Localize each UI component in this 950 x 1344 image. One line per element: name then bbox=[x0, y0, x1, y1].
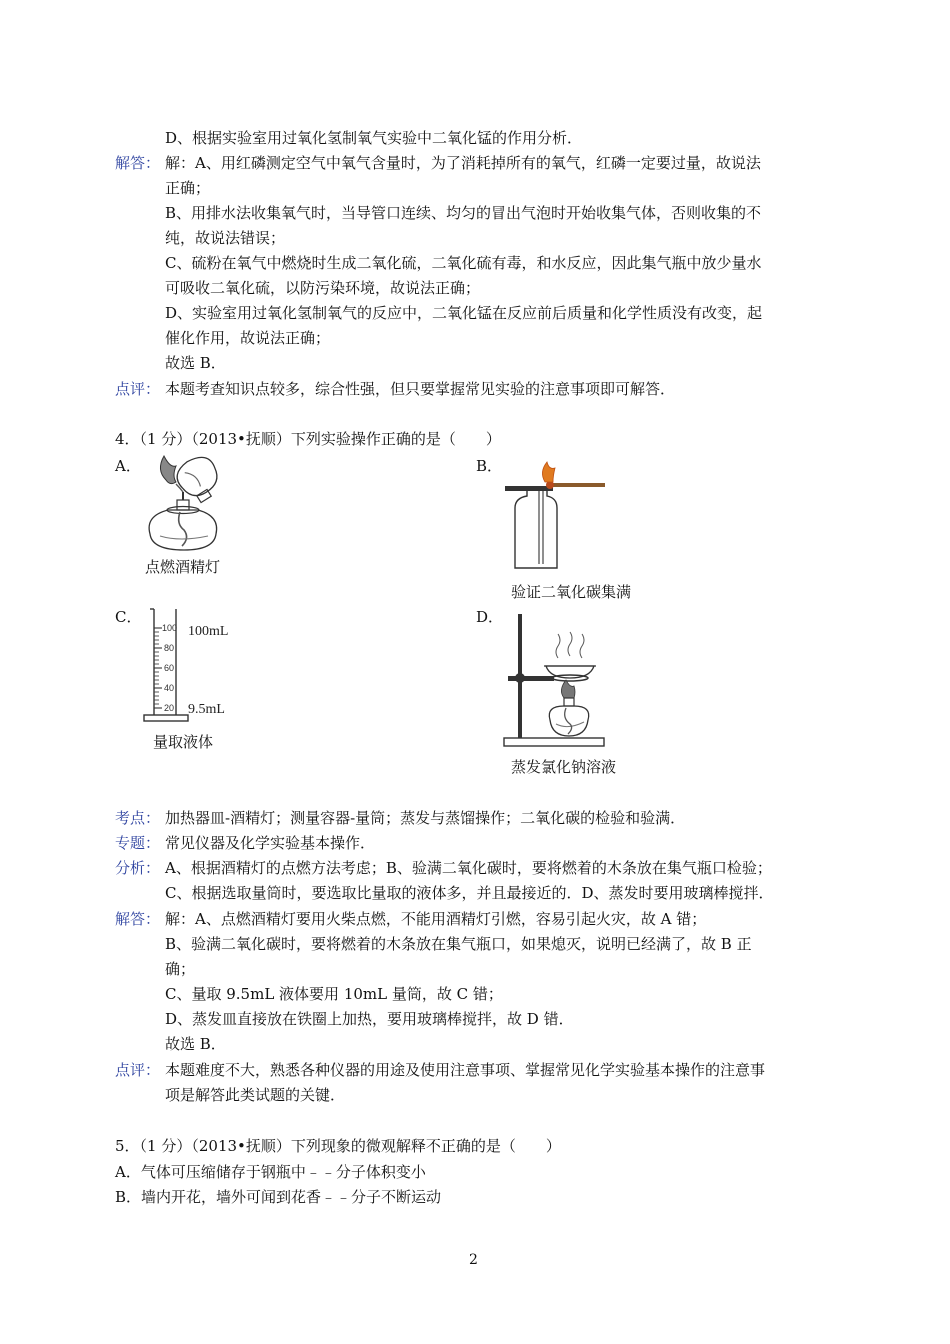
q3-answer-line: C、硫粉在氧气中燃烧时生成二氧化硫，二氧化硫有毒，和水反应，因此集气瓶中放少量水 bbox=[165, 254, 762, 272]
q4-answer-line: D、蒸发皿直接放在铁圈上加热，要用玻璃棒搅拌，故 D 错． bbox=[165, 1010, 574, 1028]
q3-answer-line: D、实验室用过氧化氢制氧气的反应中，二氧化锰在反应前后质量和化学性质没有改变，起 bbox=[165, 304, 763, 322]
alcohol-lamp-figure bbox=[140, 452, 235, 554]
q4-fenxi-line: A、根据酒精灯的点燃方法考虑；B、验满二氧化碳时，要将燃着的木条放在集气瓶口检验； bbox=[165, 859, 772, 877]
q4-zhuanti-label: 专题： bbox=[115, 834, 161, 852]
q3-answer-line: 可吸收二氧化硫，以防污染环境，故说法正确； bbox=[165, 279, 481, 297]
q4-stem: 4．（1 分）（2013•抚顺）下列实验操作正确的是（ ） bbox=[115, 430, 501, 448]
q4-comment-line: 本题难度不大，熟悉各种仪器的用途及使用注意事项、掌握常见化学实验基本操作的注意事 bbox=[165, 1061, 766, 1079]
q4-option-a-caption: 点燃酒精灯 bbox=[145, 558, 221, 576]
cylinder-tick-label: 80 bbox=[164, 643, 175, 653]
q4-option-c-caption: 量取液体 bbox=[153, 733, 214, 751]
q3-answer-line: 纯，故说法错误； bbox=[165, 229, 286, 247]
q4-fenxi-line: C、根据选取量筒时，要选取比量取的液体多，并且最接近的．D、蒸发时要用玻璃棒搅拌． bbox=[165, 884, 774, 902]
gas-bottle-figure bbox=[505, 458, 615, 576]
q4-comment-line: 项是解答此类试题的关键． bbox=[165, 1086, 346, 1104]
q4-option-a-letter: A． bbox=[115, 457, 141, 475]
cylinder-tick-label: 20 bbox=[164, 703, 175, 713]
q3-comment-label: 点评： bbox=[115, 380, 161, 398]
q3-answer-line: B、用排水法收集氧气时，当导管口连续、均匀的冒出气泡时开始收集气体，否则收集的不 bbox=[165, 204, 762, 222]
q5-stem: 5．（1 分）（2013•抚顺）下列现象的微观解释不正确的是（ ） bbox=[115, 1137, 561, 1155]
q3-answer-line: 解：A、用红磷测定空气中氧气含量时，为了消耗掉所有的氧气，红磷一定要过量，故说法 bbox=[165, 154, 761, 172]
q3-comment: 本题考查知识点较多，综合性强，但只要掌握常见实验的注意事项即可解答． bbox=[165, 380, 676, 398]
q4-comment-label: 点评： bbox=[115, 1061, 161, 1079]
q3-answer-line: 催化作用，故说法正确； bbox=[165, 329, 331, 347]
q3-analysis-d: D、根据实验室用过氧化氢制氧气实验中二氧化锰的作用分析． bbox=[165, 129, 583, 147]
q4-option-b-caption: 验证二氧化碳集满 bbox=[511, 583, 632, 601]
cylinder-capacity-label: 100mL bbox=[188, 624, 229, 639]
q4-fenxi-label: 分析： bbox=[115, 859, 161, 877]
cylinder-tick-label: 100 bbox=[162, 623, 178, 633]
q4-answer-line: 解：A、点燃酒精灯要用火柴点燃，不能用酒精灯引燃，容易引起火灾，故 A 错； bbox=[165, 910, 707, 928]
q3-answer-line: 正确； bbox=[165, 179, 211, 197]
cylinder-tick-label: 60 bbox=[164, 663, 175, 673]
q3-answer-label: 解答： bbox=[115, 154, 161, 172]
q4-answer-label: 解答： bbox=[115, 910, 161, 928]
q5-option-a: A．气体可压缩储存于钢瓶中﹣﹣分子体积变小 bbox=[115, 1163, 426, 1181]
q4-zhuanti: 常见仪器及化学实验基本操作． bbox=[165, 834, 376, 852]
cylinder-volume-label: 9.5mL bbox=[188, 702, 225, 717]
q4-answer-line: C、量取 9.5mL 液体要用 10mL 量筒，故 C 错； bbox=[165, 985, 503, 1003]
cylinder-tick-label: 40 bbox=[164, 683, 175, 693]
graduated-cylinder-figure bbox=[140, 605, 245, 727]
q4-kaodian: 加热器皿-酒精灯；测量容器-量筒；蒸发与蒸馏操作；二氧化碳的检验和验满． bbox=[165, 809, 686, 827]
q5-option-b: B．墙内开花，墙外可闻到花香﹣﹣分子不断运动 bbox=[115, 1188, 442, 1206]
evaporation-setup-figure bbox=[500, 610, 610, 750]
q4-answer-line: 确； bbox=[165, 960, 196, 978]
q4-answer-line: B、验满二氧化碳时，要将燃着的木条放在集气瓶口，如果熄灭，说明已经满了，故 B 正 bbox=[165, 935, 752, 953]
q4-option-d-caption: 蒸发氯化钠溶液 bbox=[511, 758, 617, 776]
q4-answer-line: 故选 B． bbox=[165, 1035, 226, 1053]
q3-answer-line: 故选 B． bbox=[165, 354, 226, 372]
page-number: 2 bbox=[469, 1252, 478, 1268]
q4-option-c-letter: C． bbox=[115, 608, 142, 626]
q4-option-b-letter: B． bbox=[476, 457, 503, 475]
q4-option-d-letter: D． bbox=[476, 608, 504, 626]
q4-kaodian-label: 考点： bbox=[115, 809, 161, 827]
